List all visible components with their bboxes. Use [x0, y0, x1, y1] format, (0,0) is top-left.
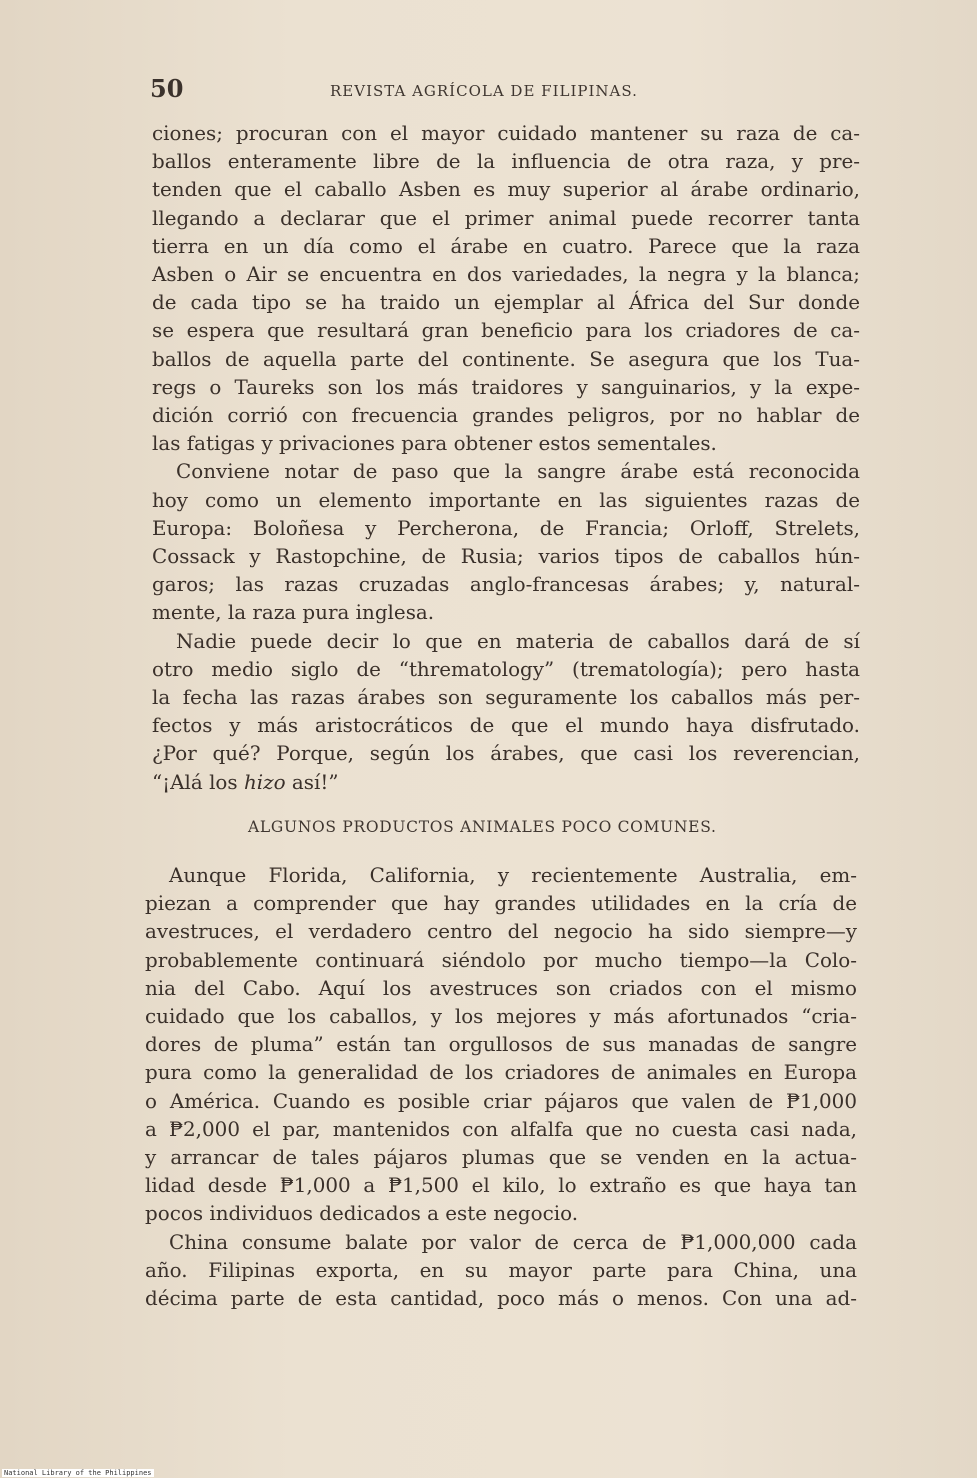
text-line: ballos de aquella parte del continente. Se asegura que los Tua-: [152, 347, 860, 371]
section-heading: ALGUNOS PRODUCTOS ANIMALES POCO COMUNES.: [248, 818, 717, 836]
text-line: décima parte de esta cantidad, poco más o menos. Con una ad-: [145, 1287, 857, 1311]
text-line: Nadie puede decir lo que en materia de caballos dará de sí: [176, 629, 860, 653]
text-fragment: “¡Alá los: [152, 770, 244, 794]
text-line: tenden que el caballo Asben es muy superior al árabe ordinario,: [152, 178, 860, 202]
text-line: y arrancar de tales pájaros plumas que se venden en la actua-: [145, 1146, 857, 1170]
text-line: año. Filipinas exporta, en su mayor parte para China, una: [145, 1258, 857, 1282]
text-line: de cada tipo se ha traido un ejemplar al África del Sur donde: [152, 291, 860, 315]
page-number: 50: [150, 74, 184, 103]
text-line: o América. Cuando es posible criar pájaros que valen de ₱1,000: [145, 1089, 857, 1113]
text-line: piezan a comprender que hay grandes utilidades en la cría de: [145, 892, 857, 916]
text-line: mente, la raza pura inglesa.: [152, 601, 435, 625]
text-line: ¿Por qué? Porque, según los árabes, que casi los reverencian,: [152, 742, 860, 766]
paragraph: [152, 628, 860, 797]
text-line: China consume balate por valor de cerca de ₱1,000,000 cada: [169, 1230, 857, 1254]
body-text-section-1: [152, 120, 860, 797]
text-line: nia del Cabo. Aquí los avestruces son criados con el mismo: [145, 976, 857, 1000]
text-line: fectos y más aristocráticos de que el mundo haya disfrutado.: [152, 714, 860, 738]
text-line: dición corrió con frecuencia grandes peligros, por no hablar de: [152, 404, 860, 428]
text-line: dores de pluma” están tan orgullosos de sus manadas de sangre: [145, 1033, 857, 1057]
text-line: Europa: Boloñesa y Percherona, de Francia; Orloff, Strelets,: [152, 516, 860, 540]
page-header: [150, 74, 862, 106]
text-line: probablemente continuará siéndolo por mucho tiempo—la Colo-: [145, 948, 857, 972]
text-line: hoy como un elemento importante en las siguientes razas de: [152, 488, 860, 512]
text-line: pocos individuos dedicados a este negocio.: [145, 1202, 579, 1226]
text-line: llegando a declarar que el primer animal puede recorrer tanta: [152, 206, 860, 230]
text-line: [152, 769, 860, 797]
text-line: la fecha las razas árabes son seguramente los caballos más per-: [152, 686, 860, 710]
paragraph: [145, 862, 857, 1229]
paragraph: [152, 120, 860, 458]
text-line: se espera que resultará gran beneficio para los criadores de ca-: [152, 319, 860, 343]
text-line: Cossack y Rastopchine, de Rusia; varios tipos de caballos hún-: [152, 545, 860, 569]
text-line: tierra en un día como el árabe en cuatro. Parece que la raza: [152, 234, 860, 258]
text-line: pura como la generalidad de los criadores de animales en Europa: [145, 1061, 857, 1085]
text-line: las fatigas y privaciones para obtener estos sementales.: [152, 432, 717, 456]
footer-credit: National Library of the Philippines: [4, 1469, 152, 1477]
paragraph: [152, 458, 860, 627]
text-line: lidad desde ₱1,000 a ₱1,500 el kilo, lo extraño es que haya tan: [145, 1174, 857, 1198]
text-line: ciones; procuran con el mayor cuidado mantener su raza de ca-: [152, 122, 860, 145]
text-line: regs o Taureks son los más traidores y sanguinarios, y la expe-: [152, 375, 860, 399]
text-line: Asben o Air se encuentra en dos variedades, la negra y la blanca;: [152, 263, 860, 287]
text-line: garos; las razas cruzadas anglo-francesas árabes; y, natural-: [152, 573, 860, 597]
italic-word: hizo: [243, 770, 286, 794]
text-line: Aunque Florida, California, y recientemente Australia, em-: [169, 864, 857, 887]
text-line: cuidado que los caballos, y los mejores y más afortunados “cria-: [145, 1005, 857, 1029]
text-line: Conviene notar de paso que la sangre árabe está reconocida: [176, 460, 860, 484]
text-line: otro medio siglo de “thrematology” (trematología); pero hasta: [152, 657, 860, 681]
text-line: avestruces, el verdadero centro del negocio ha sido siempre—y: [145, 920, 857, 944]
body-text-section-2: [145, 862, 857, 1313]
text-line: a ₱2,000 el par, mantenidos con alfalfa que no cuesta casi nada,: [145, 1117, 857, 1141]
text-fragment: así!”: [285, 770, 339, 794]
text-line: ballos enteramente libre de la influencia de otra raza, y pre-: [152, 150, 860, 174]
running-title: REVISTA AGRÍCOLA DE FILIPINAS.: [330, 82, 638, 100]
paragraph: [145, 1229, 857, 1314]
